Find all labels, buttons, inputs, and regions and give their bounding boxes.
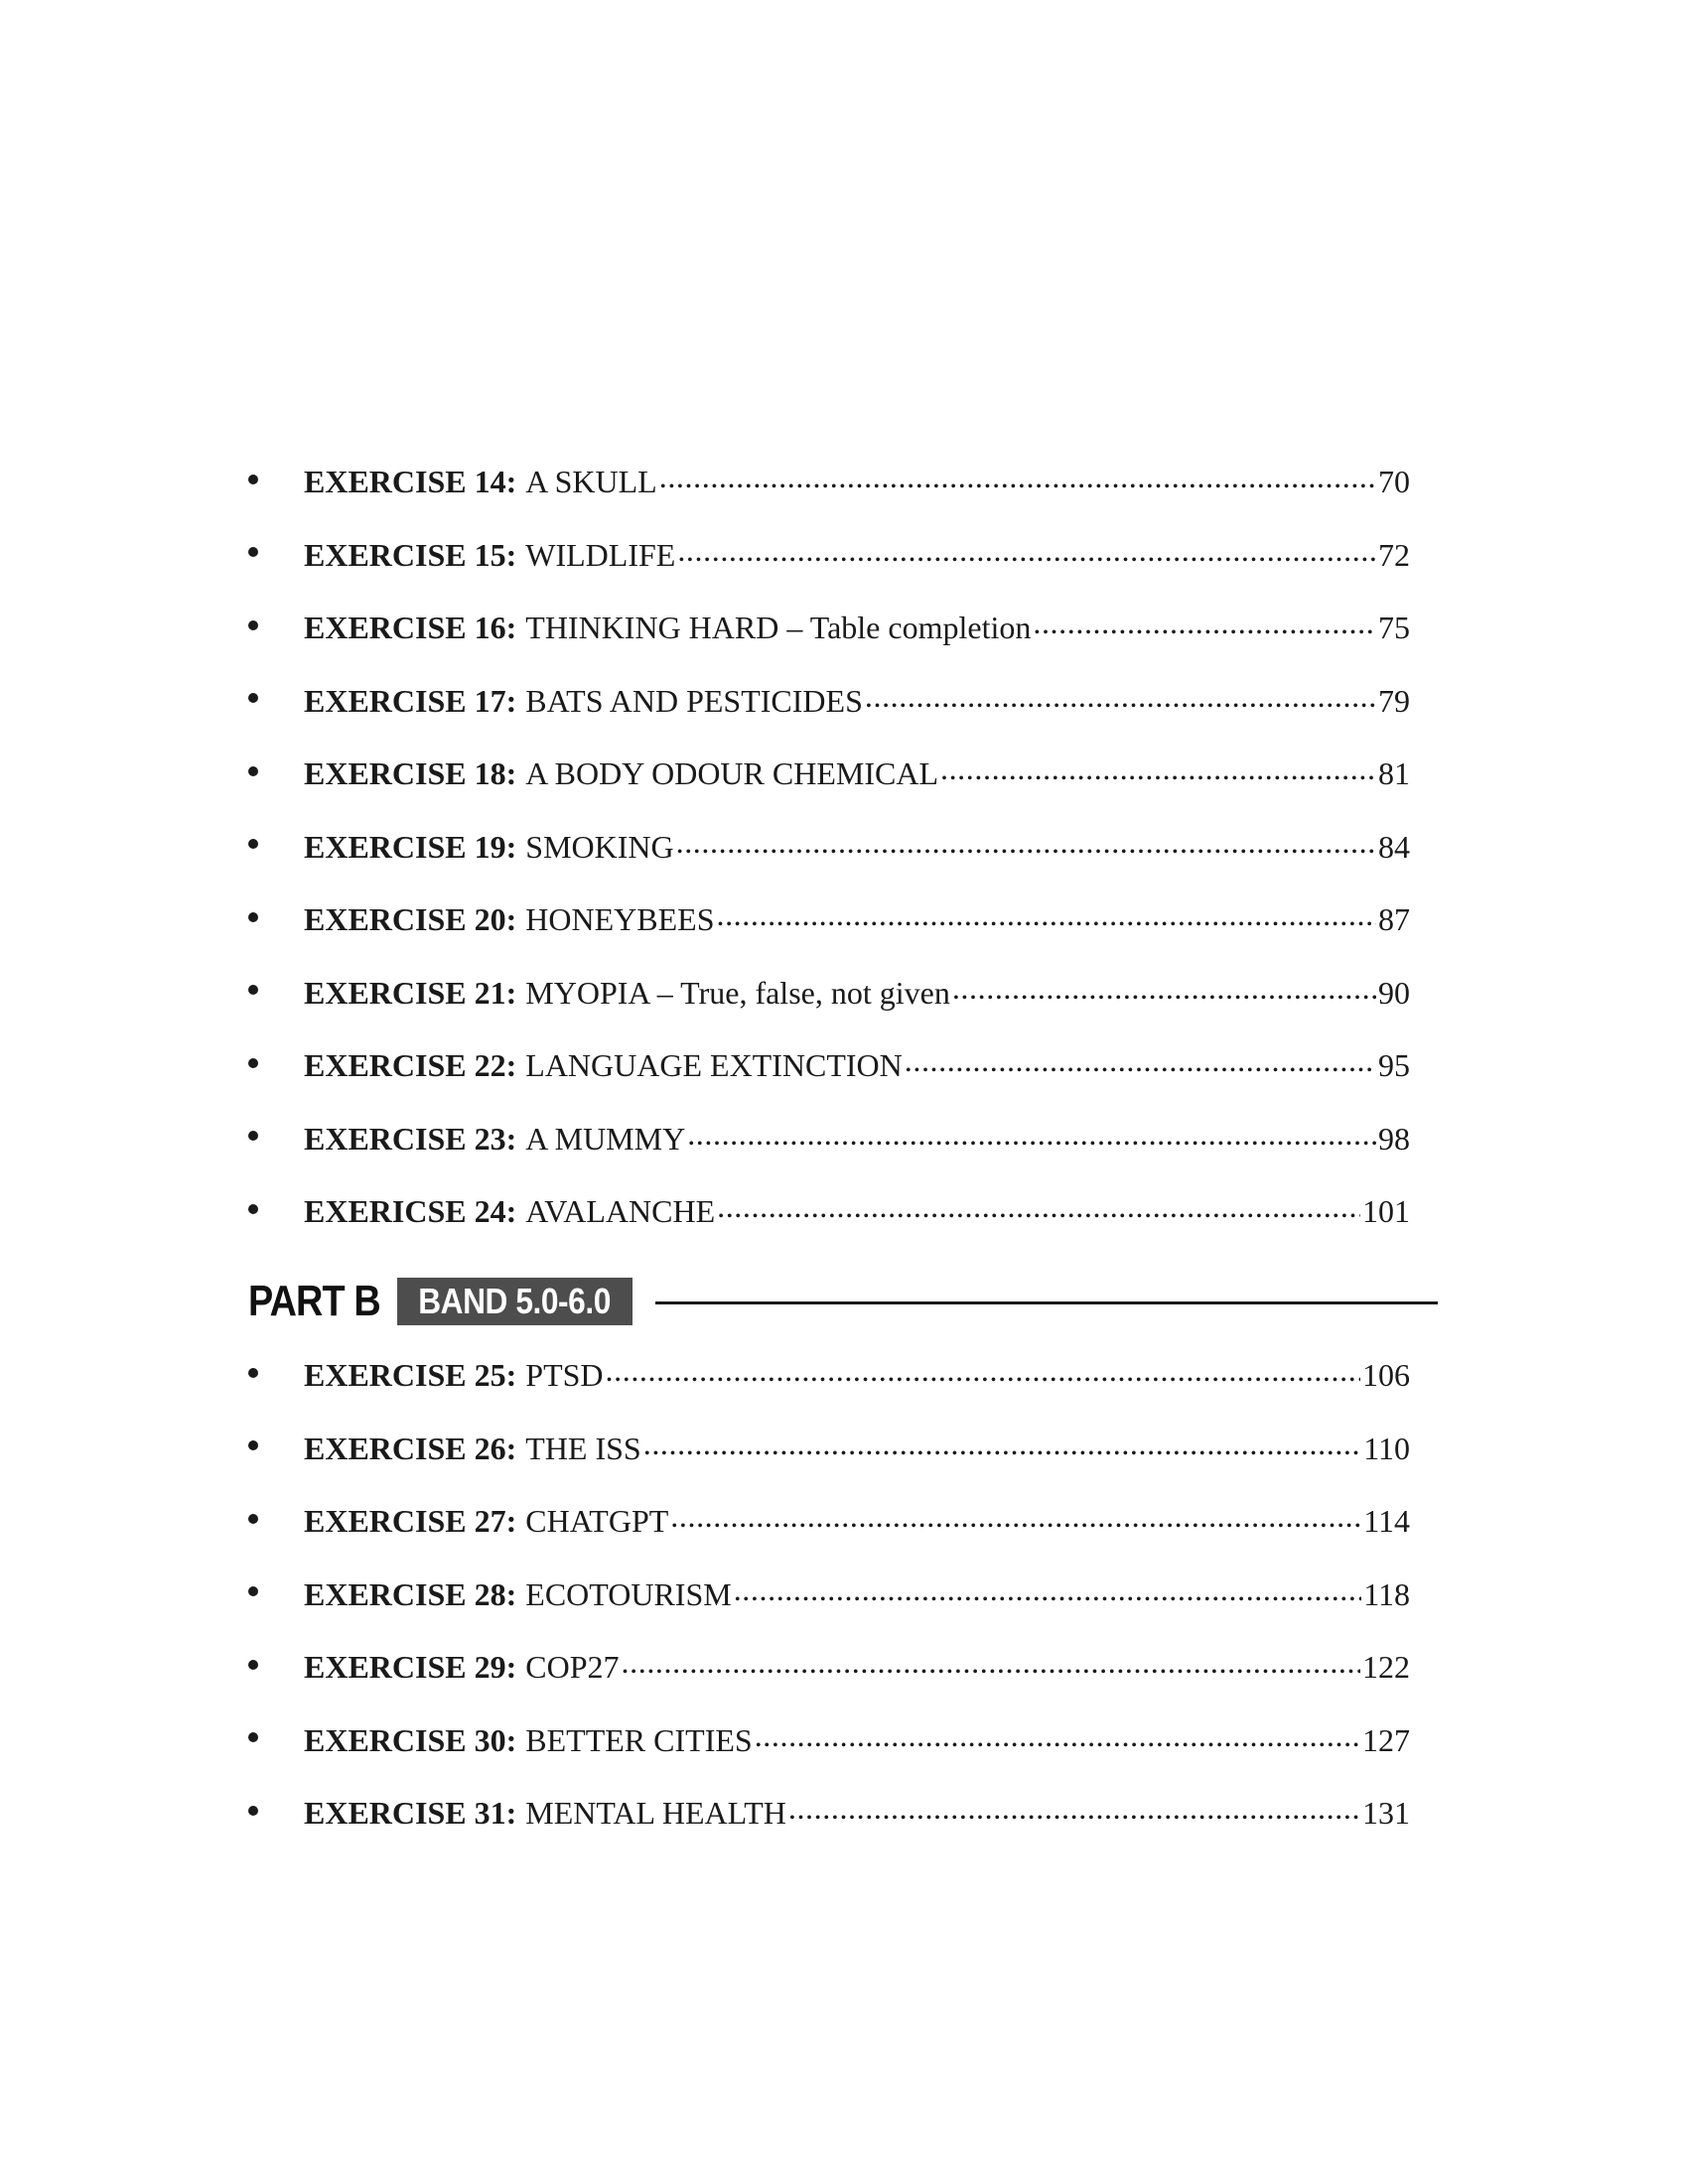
toc-entry[interactable] xyxy=(248,443,1410,516)
bullet-icon xyxy=(248,1586,258,1596)
exercise-title: COP27 xyxy=(525,1649,620,1686)
exercise-title: THE ISS xyxy=(525,1430,641,1466)
exercise-label: EXERCISE 17: xyxy=(304,682,517,719)
toc-entry[interactable] xyxy=(248,1628,1410,1702)
exercise-title: A BODY ODOUR CHEMICAL xyxy=(525,755,938,792)
dot-leader xyxy=(952,972,1376,1004)
exercise-label: EXERICSE 24: xyxy=(304,1193,517,1230)
toc-entry[interactable] xyxy=(248,1556,1410,1629)
bullet-icon xyxy=(248,1514,258,1524)
bullet-icon xyxy=(248,1660,258,1670)
band-label: BAND 5.0-6.0 xyxy=(418,1281,612,1321)
toc-entry[interactable] xyxy=(248,1702,1410,1775)
bullet-icon xyxy=(248,1732,258,1742)
exercise-title: WILDLIFE xyxy=(525,536,676,573)
page-number: 90 xyxy=(1378,974,1410,1011)
dot-leader xyxy=(734,1573,1361,1605)
exercise-label: EXERCISE 21: xyxy=(304,974,517,1011)
page-number: 98 xyxy=(1378,1120,1410,1157)
exercise-label: EXERCISE 14: xyxy=(304,464,517,500)
bullet-icon xyxy=(248,1058,258,1068)
exercise-label: EXERCISE 30: xyxy=(304,1721,517,1758)
toc-entry[interactable] xyxy=(248,1774,1410,1847)
exercise-title: A MUMMY xyxy=(525,1120,686,1157)
exercise-title: CHATGPT xyxy=(525,1503,669,1540)
page-number: 131 xyxy=(1362,1795,1410,1832)
dot-leader xyxy=(905,1044,1376,1076)
exercise-title: SMOKING xyxy=(525,828,674,865)
part-title: PART B xyxy=(248,1277,380,1325)
exercise-title: AVALANCHE xyxy=(525,1193,716,1230)
dot-leader xyxy=(643,1428,1361,1459)
exercise-title: ECOTOURISM xyxy=(525,1575,732,1612)
bullet-icon xyxy=(248,1131,258,1141)
exercise-label: EXERCISE 20: xyxy=(304,901,517,938)
page-number: 75 xyxy=(1378,610,1410,646)
dot-leader xyxy=(687,1118,1376,1150)
part-b-heading xyxy=(248,1276,1440,1327)
dot-leader xyxy=(788,1792,1360,1824)
dot-leader xyxy=(716,898,1376,930)
toc-entry[interactable] xyxy=(248,516,1410,590)
toc-entry[interactable] xyxy=(248,1410,1410,1483)
toc-entry[interactable] xyxy=(248,1482,1410,1556)
dot-leader xyxy=(940,752,1376,784)
page-number: 106 xyxy=(1362,1357,1410,1394)
toc-entry[interactable] xyxy=(248,1172,1410,1246)
section-divider xyxy=(655,1301,1438,1304)
dot-leader xyxy=(755,1719,1360,1751)
exercise-label: EXERCISE 31: xyxy=(304,1795,517,1832)
exercise-label: EXERCISE 27: xyxy=(304,1503,517,1540)
dot-leader xyxy=(676,826,1376,858)
page-number: 118 xyxy=(1363,1575,1410,1612)
toc-entry[interactable] xyxy=(248,589,1410,662)
bullet-icon xyxy=(248,1806,258,1816)
exercise-title: PTSD xyxy=(525,1357,604,1394)
page-number: 84 xyxy=(1378,828,1410,865)
bullet-icon xyxy=(248,1440,258,1450)
page-number: 72 xyxy=(1378,536,1410,573)
toc-entry[interactable] xyxy=(248,662,1410,736)
exercise-title: BETTER CITIES xyxy=(525,1721,753,1758)
exercise-label: EXERCISE 16: xyxy=(304,610,517,646)
toc-entry[interactable] xyxy=(248,735,1410,808)
page-number: 95 xyxy=(1378,1047,1410,1084)
toc-entry[interactable] xyxy=(248,954,1410,1027)
bullet-icon xyxy=(248,1204,258,1214)
exercise-label: EXERCISE 22: xyxy=(304,1047,517,1084)
exercise-title: A SKULL xyxy=(525,464,657,500)
bullet-icon xyxy=(248,839,258,849)
dot-leader xyxy=(606,1354,1360,1386)
band-badge xyxy=(397,1278,633,1325)
dot-leader xyxy=(622,1646,1360,1678)
page-number: 122 xyxy=(1362,1649,1410,1686)
page-number: 70 xyxy=(1378,464,1410,500)
exercise-label: EXERCISE 26: xyxy=(304,1430,517,1466)
exercise-title: BATS AND PESTICIDES xyxy=(525,682,863,719)
toc-list-part-a xyxy=(248,443,1410,1246)
toc-entry[interactable] xyxy=(248,808,1410,882)
dot-leader xyxy=(717,1190,1360,1222)
toc-entry[interactable] xyxy=(248,1026,1410,1100)
exercise-title: THINKING HARD – Table completion xyxy=(525,610,1032,646)
page-number: 79 xyxy=(1378,682,1410,719)
dot-leader xyxy=(1033,607,1376,638)
exercise-label: EXERCISE 25: xyxy=(304,1357,517,1394)
bullet-icon xyxy=(248,475,258,484)
bullet-icon xyxy=(248,693,258,703)
toc-entry[interactable] xyxy=(248,881,1410,954)
exercise-label: EXERCISE 23: xyxy=(304,1120,517,1157)
bullet-icon xyxy=(248,912,258,922)
bullet-icon xyxy=(248,766,258,776)
page-number: 127 xyxy=(1362,1721,1410,1758)
page-number: 110 xyxy=(1363,1430,1410,1466)
exercise-title: MENTAL HEALTH xyxy=(525,1795,786,1832)
toc-list-part-b xyxy=(248,1336,1410,1847)
bullet-icon xyxy=(248,547,258,557)
toc-entry[interactable] xyxy=(248,1100,1410,1173)
page-number: 114 xyxy=(1363,1503,1410,1540)
dot-leader xyxy=(659,461,1376,492)
exercise-label: EXERCISE 19: xyxy=(304,828,517,865)
page-number: 87 xyxy=(1378,901,1410,938)
exercise-title: HONEYBEES xyxy=(525,901,715,938)
dot-leader xyxy=(677,534,1376,566)
exercise-label: EXERCISE 18: xyxy=(304,755,517,792)
bullet-icon xyxy=(248,985,258,995)
exercise-label: EXERCISE 15: xyxy=(304,536,517,573)
page-number: 101 xyxy=(1362,1193,1410,1230)
dot-leader xyxy=(865,680,1376,712)
exercise-label: EXERCISE 28: xyxy=(304,1575,517,1612)
exercise-label: EXERCISE 29: xyxy=(304,1649,517,1686)
page-number: 81 xyxy=(1378,755,1410,792)
toc-entry[interactable] xyxy=(248,1336,1410,1410)
exercise-title: LANGUAGE EXTINCTION xyxy=(525,1047,903,1084)
exercise-title: MYOPIA – True, false, not given xyxy=(525,974,950,1011)
dot-leader xyxy=(670,1500,1361,1532)
bullet-icon xyxy=(248,620,258,630)
bullet-icon xyxy=(248,1368,258,1378)
